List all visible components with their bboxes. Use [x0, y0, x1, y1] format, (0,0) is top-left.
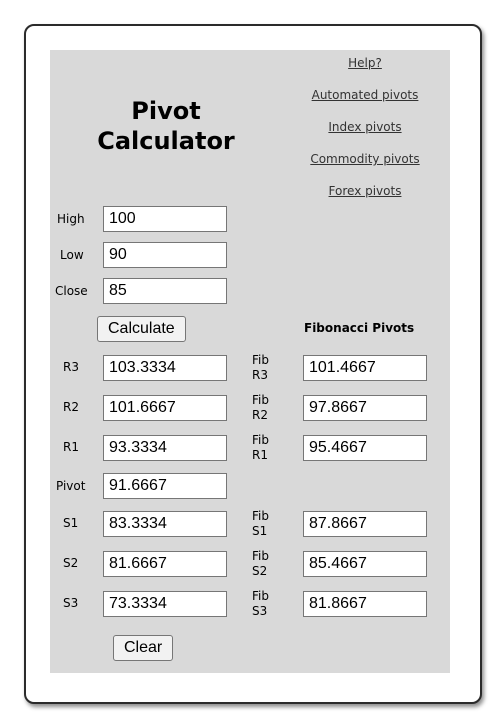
r2-output[interactable] [103, 395, 227, 421]
fib-r2-label [252, 393, 269, 423]
fib-r2-label-top: Fib [252, 393, 269, 407]
pivot-label: Pivot [56, 479, 86, 493]
fib-s3-output[interactable] [303, 591, 427, 617]
automated-pivots-link[interactable]: Automated pivots [311, 88, 419, 102]
index-pivots-link[interactable]: Index pivots [328, 120, 402, 134]
close-input[interactable] [103, 278, 227, 304]
clear-button[interactable]: Clear [113, 635, 173, 661]
fib-r2-label-bottom: R2 [252, 408, 268, 422]
s2-output[interactable] [103, 551, 227, 577]
page-title [84, 96, 248, 156]
fib-s1-label [252, 509, 269, 539]
fib-r3-output[interactable] [303, 355, 427, 381]
high-label: High [57, 212, 85, 226]
fib-r3-label-top: Fib [252, 353, 269, 367]
calculate-button[interactable]: Calculate [97, 316, 186, 342]
fib-s1-label-top: Fib [252, 509, 269, 523]
low-label: Low [60, 248, 84, 262]
fib-s3-label-bottom: S3 [252, 604, 268, 618]
low-input[interactable] [103, 242, 227, 268]
fib-s3-label-top: Fib [252, 589, 269, 603]
fib-r1-output[interactable] [303, 435, 427, 461]
close-label: Close [55, 284, 88, 298]
r2-label: R2 [63, 400, 79, 414]
s1-output[interactable] [103, 511, 227, 537]
r1-output[interactable] [103, 435, 227, 461]
help-link[interactable]: Help? [348, 56, 382, 70]
fib-r1-label-bottom: R1 [252, 448, 268, 462]
r1-label: R1 [63, 440, 79, 454]
title-line-2: Calculator [97, 127, 235, 155]
s3-label: S3 [63, 596, 79, 610]
fib-s1-output[interactable] [303, 511, 427, 537]
title-line-1: Pivot [131, 97, 201, 125]
fib-s1-label-bottom: S1 [252, 524, 268, 538]
s3-output[interactable] [103, 591, 227, 617]
pivot-output[interactable] [103, 473, 227, 499]
high-input[interactable] [103, 206, 227, 232]
s2-label: S2 [63, 556, 79, 570]
commodity-pivots-link[interactable]: Commodity pivots [310, 152, 420, 166]
fib-r3-label [252, 353, 269, 383]
fib-s3-label [252, 589, 269, 619]
fib-r1-label [252, 433, 269, 463]
fib-s2-output[interactable] [303, 551, 427, 577]
fib-s2-label-bottom: S2 [252, 564, 268, 578]
fib-s2-label [252, 549, 269, 579]
fib-s2-label-top: Fib [252, 549, 269, 563]
fib-r2-output[interactable] [303, 395, 427, 421]
r3-output[interactable] [103, 355, 227, 381]
s1-label: S1 [63, 516, 79, 530]
fib-r1-label-top: Fib [252, 433, 269, 447]
fib-r3-label-bottom: R3 [252, 368, 268, 382]
fibonacci-pivots-heading: Fibonacci Pivots [304, 321, 415, 335]
r3-label: R3 [63, 360, 79, 374]
forex-pivots-link[interactable]: Forex pivots [328, 184, 402, 198]
